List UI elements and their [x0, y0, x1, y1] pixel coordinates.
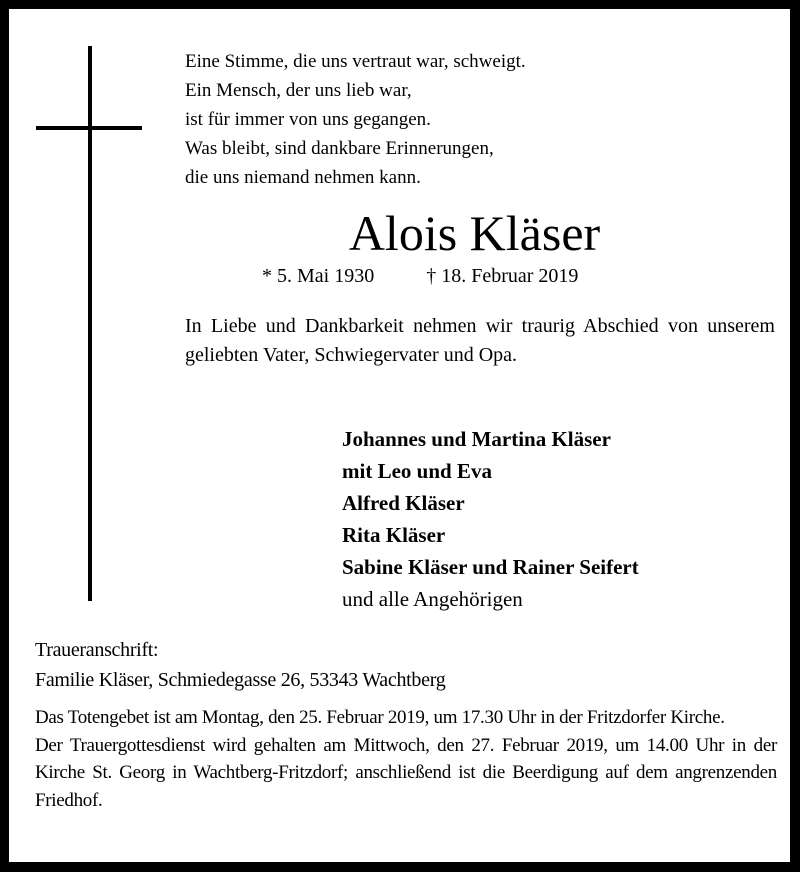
family-member: Johannes und Martina Kläser — [342, 427, 611, 451]
address-label: Traueranschrift: — [35, 639, 159, 661]
intro-text: In Liebe und Dankbarkeit nehmen wir traurig Abschied von unserem geliebten Vater, Schwiegervater und Opa. — [185, 315, 775, 366]
address-value: Familie Kläser, Schmiedegasse 26, 53343 Wachtberg — [35, 669, 446, 691]
family-member: mit Leo und Eva — [342, 459, 492, 483]
family-member: Alfred Kläser — [342, 491, 465, 515]
life-dates — [262, 263, 578, 289]
poem-line: Ein Mensch, der uns lieb war, — [185, 80, 412, 101]
poem-line: Eine Stimme, die uns vertraut war, schweigt. — [185, 51, 526, 72]
poem-line: die uns niemand nehmen kann. — [185, 167, 421, 188]
poem-line: ist für immer von uns gegangen. — [185, 109, 431, 130]
prayer-info: Das Totengebet ist am Montag, den 25. Februar 2019, um 17.30 Uhr in der Fritzdorfer Kirche. — [35, 707, 725, 728]
family-member: Sabine Kläser und Rainer Seifert — [342, 555, 639, 579]
family-list — [342, 423, 639, 615]
birth-date: * 5. Mai 1930 — [262, 265, 375, 287]
poem — [185, 47, 526, 192]
family-member: Rita Kläser — [342, 523, 446, 547]
death-date: † 18. Februar 2019 — [426, 265, 579, 287]
deceased-name: Alois Kläser — [348, 205, 601, 261]
service-info — [35, 704, 777, 814]
cross-icon-horizontal — [36, 126, 142, 130]
mourning-address — [35, 635, 445, 695]
poem-line: Was bleibt, sind dankbare Erinnerungen, — [185, 138, 494, 159]
family-closing: und alle Angehörigen — [342, 587, 523, 611]
funeral-info: Der Trauergottesdienst wird gehalten am Mittwoch, den 27. Februar 2019, um 14.00 Uhr in der Kirche St. Georg in Wachtberg-Fritzdorf; anschließend ist die Beerdigung auf dem angrenzenden Friedhof. — [35, 734, 777, 811]
obituary-card — [9, 9, 790, 862]
